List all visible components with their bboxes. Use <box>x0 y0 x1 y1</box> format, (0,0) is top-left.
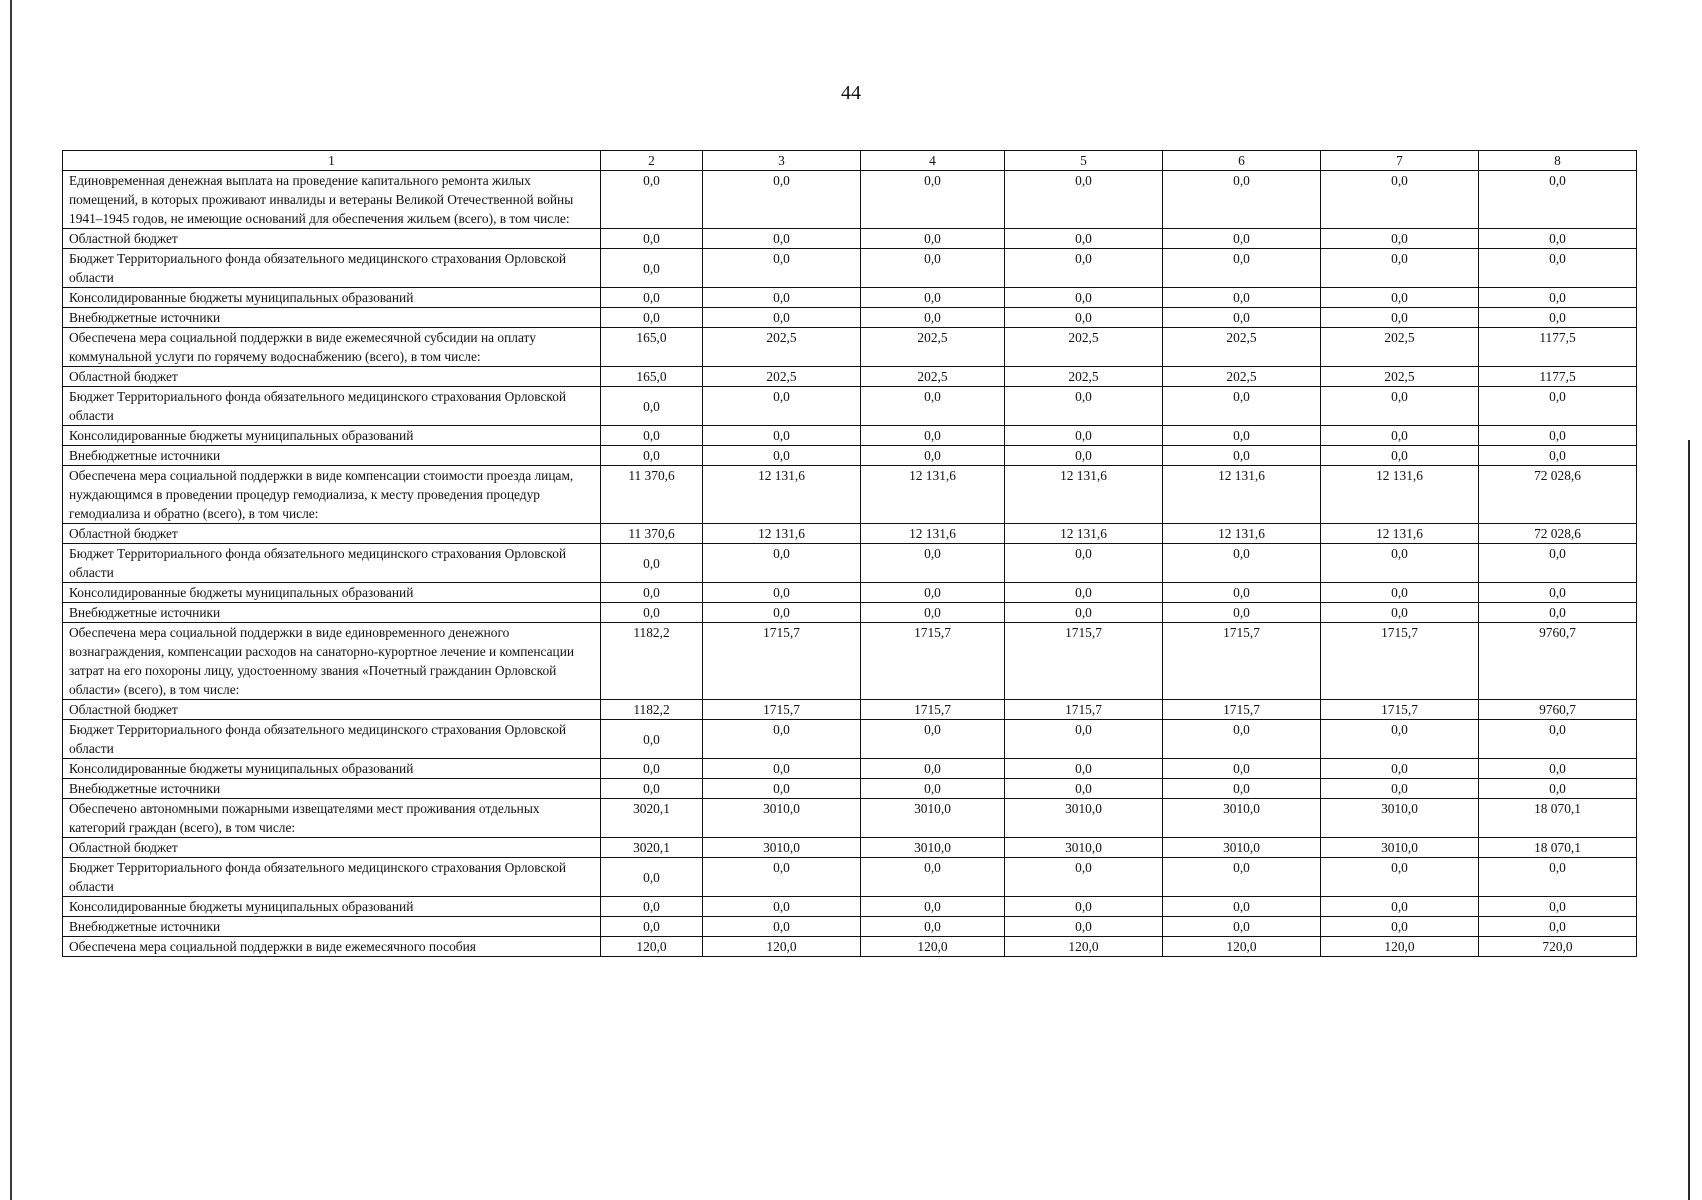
value-cell: 0,0 <box>1005 720 1163 759</box>
value-cell: 0,0 <box>1479 387 1637 426</box>
table-row <box>63 426 1637 446</box>
header-cell: 8 <box>1479 151 1637 171</box>
table-row <box>63 897 1637 917</box>
value-cell: 0,0 <box>1479 446 1637 466</box>
table-row <box>63 544 1637 583</box>
value-cell: 0,0 <box>601 446 703 466</box>
value-cell: 0,0 <box>861 229 1005 249</box>
value-cell: 0,0 <box>1163 917 1321 937</box>
value-cell: 12 131,6 <box>1321 524 1479 544</box>
page-number: 44 <box>841 82 861 104</box>
value-cell: 0,0 <box>1321 917 1479 937</box>
value-cell: 0,0 <box>601 229 703 249</box>
value-cell: 3010,0 <box>1321 838 1479 858</box>
value-cell: 3020,1 <box>601 838 703 858</box>
value-cell: 0,0 <box>1163 288 1321 308</box>
row-label: Бюджет Территориального фонда обязательного медицинского страхования Орловской области <box>63 858 601 897</box>
value-cell: 0,0 <box>861 171 1005 229</box>
value-cell: 0,0 <box>1321 759 1479 779</box>
value-cell: 0,0 <box>1321 603 1479 623</box>
table-row <box>63 700 1637 720</box>
scan-edge-right <box>1688 440 1690 1200</box>
value-cell: 0,0 <box>1005 544 1163 583</box>
table-row <box>63 229 1637 249</box>
value-cell: 0,0 <box>1321 171 1479 229</box>
value-cell: 1715,7 <box>1005 700 1163 720</box>
value-cell: 0,0 <box>1479 897 1637 917</box>
value-cell: 0,0 <box>703 779 861 799</box>
value-cell: 0,0 <box>601 759 703 779</box>
value-cell: 0,0 <box>1479 544 1637 583</box>
value-cell: 0,0 <box>1321 249 1479 288</box>
value-cell: 0,0 <box>703 759 861 779</box>
value-cell: 1715,7 <box>1321 623 1479 700</box>
value-cell: 0,0 <box>1005 446 1163 466</box>
value-cell: 0,0 <box>703 720 861 759</box>
table-row <box>63 720 1637 759</box>
table-row <box>63 171 1637 229</box>
value-cell: 1715,7 <box>1163 623 1321 700</box>
row-label: Внебюджетные источники <box>63 603 601 623</box>
value-cell: 0,0 <box>601 720 703 759</box>
value-cell: 0,0 <box>1321 229 1479 249</box>
value-cell: 3020,1 <box>601 799 703 838</box>
value-cell: 0,0 <box>1005 229 1163 249</box>
value-cell: 0,0 <box>1479 583 1637 603</box>
value-cell: 202,5 <box>1005 328 1163 367</box>
value-cell: 0,0 <box>1005 387 1163 426</box>
header-cell: 1 <box>63 151 601 171</box>
value-cell: 0,0 <box>601 544 703 583</box>
value-cell: 1177,5 <box>1479 367 1637 387</box>
value-cell: 12 131,6 <box>1321 466 1479 524</box>
value-cell: 0,0 <box>1163 603 1321 623</box>
value-cell: 0,0 <box>703 917 861 937</box>
row-label: Внебюджетные источники <box>63 779 601 799</box>
value-cell: 0,0 <box>1005 426 1163 446</box>
value-cell: 202,5 <box>1005 367 1163 387</box>
value-cell: 1715,7 <box>1005 623 1163 700</box>
value-cell: 3010,0 <box>1005 838 1163 858</box>
value-cell: 0,0 <box>1163 308 1321 328</box>
value-cell: 1715,7 <box>703 700 861 720</box>
value-cell: 3010,0 <box>861 799 1005 838</box>
value-cell: 1715,7 <box>861 623 1005 700</box>
value-cell: 0,0 <box>703 171 861 229</box>
row-label: Консолидированные бюджеты муниципальных образований <box>63 288 601 308</box>
value-cell: 0,0 <box>1321 583 1479 603</box>
value-cell: 1715,7 <box>1163 700 1321 720</box>
value-cell: 0,0 <box>1479 308 1637 328</box>
header-cell: 2 <box>601 151 703 171</box>
scan-edge-left <box>10 0 12 1200</box>
value-cell: 1715,7 <box>1321 700 1479 720</box>
table-row <box>63 623 1637 700</box>
value-cell: 0,0 <box>1321 288 1479 308</box>
table-row <box>63 524 1637 544</box>
value-cell: 202,5 <box>1163 328 1321 367</box>
value-cell: 0,0 <box>1163 426 1321 446</box>
value-cell: 0,0 <box>1479 171 1637 229</box>
value-cell: 0,0 <box>703 446 861 466</box>
row-label: Обеспечена мера социальной поддержки в виде ежемесячной субсидии на оплату коммунальной услуги по горячему водоснабжению (всего), в том числе: <box>63 328 601 367</box>
value-cell: 0,0 <box>703 897 861 917</box>
value-cell: 202,5 <box>1163 367 1321 387</box>
table-row <box>63 917 1637 937</box>
value-cell: 0,0 <box>861 917 1005 937</box>
value-cell: 1177,5 <box>1479 328 1637 367</box>
value-cell: 0,0 <box>1005 858 1163 897</box>
value-cell: 0,0 <box>1321 720 1479 759</box>
table-body <box>63 151 1637 957</box>
value-cell: 0,0 <box>601 897 703 917</box>
table-row <box>63 603 1637 623</box>
value-cell: 0,0 <box>703 249 861 288</box>
value-cell: 0,0 <box>601 171 703 229</box>
value-cell: 0,0 <box>703 387 861 426</box>
value-cell: 0,0 <box>1163 387 1321 426</box>
value-cell: 0,0 <box>1321 779 1479 799</box>
value-cell: 0,0 <box>601 387 703 426</box>
value-cell: 1182,2 <box>601 623 703 700</box>
header-cell: 6 <box>1163 151 1321 171</box>
value-cell: 0,0 <box>1005 249 1163 288</box>
value-cell: 1182,2 <box>601 700 703 720</box>
row-label: Обеспечена мера социальной поддержки в виде компенсации стоимости проезда лицам, нуждающимся в проведении процедур гемодиализа, к месту проведения процедур гемодиализа и обратно (всего), в том числе: <box>63 466 601 524</box>
row-label: Консолидированные бюджеты муниципальных образований <box>63 759 601 779</box>
row-label: Консолидированные бюджеты муниципальных образований <box>63 897 601 917</box>
value-cell: 0,0 <box>1005 759 1163 779</box>
value-cell: 0,0 <box>1321 446 1479 466</box>
table-row <box>63 446 1637 466</box>
value-cell: 12 131,6 <box>1005 466 1163 524</box>
value-cell: 165,0 <box>601 328 703 367</box>
value-cell: 0,0 <box>703 583 861 603</box>
value-cell: 0,0 <box>1163 249 1321 288</box>
value-cell: 0,0 <box>601 779 703 799</box>
value-cell: 0,0 <box>1005 308 1163 328</box>
value-cell: 0,0 <box>1479 426 1637 446</box>
value-cell: 12 131,6 <box>1005 524 1163 544</box>
value-cell: 9760,7 <box>1479 700 1637 720</box>
value-cell: 0,0 <box>1163 171 1321 229</box>
row-label: Бюджет Территориального фонда обязательного медицинского страхования Орловской области <box>63 720 601 759</box>
row-label: Бюджет Территориального фонда обязательного медицинского страхования Орловской области <box>63 387 601 426</box>
value-cell: 0,0 <box>1163 544 1321 583</box>
value-cell: 720,0 <box>1479 937 1637 957</box>
row-label: Областной бюджет <box>63 367 601 387</box>
value-cell: 0,0 <box>703 603 861 623</box>
value-cell: 0,0 <box>1479 249 1637 288</box>
value-cell: 0,0 <box>703 544 861 583</box>
value-cell: 202,5 <box>861 328 1005 367</box>
value-cell: 0,0 <box>601 858 703 897</box>
value-cell: 0,0 <box>861 288 1005 308</box>
table-row <box>63 249 1637 288</box>
value-cell: 0,0 <box>601 583 703 603</box>
value-cell: 0,0 <box>1005 897 1163 917</box>
value-cell: 202,5 <box>1321 328 1479 367</box>
value-cell: 202,5 <box>703 367 861 387</box>
table-row <box>63 308 1637 328</box>
value-cell: 3010,0 <box>1163 838 1321 858</box>
value-cell: 0,0 <box>601 249 703 288</box>
value-cell: 3010,0 <box>1321 799 1479 838</box>
value-cell: 12 131,6 <box>861 466 1005 524</box>
value-cell: 0,0 <box>601 917 703 937</box>
value-cell: 3010,0 <box>1163 799 1321 838</box>
value-cell: 0,0 <box>1479 288 1637 308</box>
value-cell: 202,5 <box>1321 367 1479 387</box>
row-label: Единовременная денежная выплата на проведение капитального ремонта жилых помещений, в которых проживают инвалиды и ветераны Великой Отечественной войны 1941–1945 годов, не имеющие оснований для обеспечения жильем (всего), в том числе: <box>63 171 601 229</box>
row-label: Бюджет Территориального фонда обязательного медицинского страхования Орловской области <box>63 249 601 288</box>
value-cell: 0,0 <box>1005 779 1163 799</box>
value-cell: 0,0 <box>1321 387 1479 426</box>
value-cell: 0,0 <box>1163 897 1321 917</box>
value-cell: 12 131,6 <box>703 524 861 544</box>
value-cell: 120,0 <box>1005 937 1163 957</box>
value-cell: 0,0 <box>861 858 1005 897</box>
value-cell: 12 131,6 <box>703 466 861 524</box>
row-label: Консолидированные бюджеты муниципальных образований <box>63 426 601 446</box>
value-cell: 0,0 <box>1163 858 1321 897</box>
value-cell: 0,0 <box>1479 779 1637 799</box>
value-cell: 3010,0 <box>703 799 861 838</box>
value-cell: 0,0 <box>1005 917 1163 937</box>
row-label: Областной бюджет <box>63 229 601 249</box>
header-cell: 4 <box>861 151 1005 171</box>
value-cell: 0,0 <box>703 288 861 308</box>
value-cell: 0,0 <box>601 426 703 446</box>
value-cell: 0,0 <box>601 288 703 308</box>
value-cell: 11 370,6 <box>601 524 703 544</box>
value-cell: 0,0 <box>1163 229 1321 249</box>
value-cell: 0,0 <box>861 720 1005 759</box>
value-cell: 0,0 <box>861 446 1005 466</box>
table-row <box>63 367 1637 387</box>
value-cell: 72 028,6 <box>1479 466 1637 524</box>
value-cell: 0,0 <box>1321 858 1479 897</box>
value-cell: 0,0 <box>703 426 861 446</box>
value-cell: 0,0 <box>1163 779 1321 799</box>
value-cell: 120,0 <box>1321 937 1479 957</box>
value-cell: 120,0 <box>1163 937 1321 957</box>
table-row <box>63 779 1637 799</box>
value-cell: 0,0 <box>861 603 1005 623</box>
row-label: Внебюджетные источники <box>63 308 601 328</box>
value-cell: 0,0 <box>1005 171 1163 229</box>
table-row <box>63 838 1637 858</box>
table-header-row <box>63 151 1637 171</box>
table-row <box>63 466 1637 524</box>
value-cell: 18 070,1 <box>1479 838 1637 858</box>
value-cell: 0,0 <box>1479 858 1637 897</box>
value-cell: 0,0 <box>861 779 1005 799</box>
value-cell: 0,0 <box>1321 426 1479 446</box>
value-cell: 0,0 <box>1479 720 1637 759</box>
value-cell: 0,0 <box>861 387 1005 426</box>
value-cell: 3010,0 <box>1005 799 1163 838</box>
value-cell: 202,5 <box>861 367 1005 387</box>
value-cell: 0,0 <box>1321 897 1479 917</box>
value-cell: 0,0 <box>1479 917 1637 937</box>
value-cell: 0,0 <box>703 308 861 328</box>
value-cell: 0,0 <box>1163 759 1321 779</box>
value-cell: 0,0 <box>1005 288 1163 308</box>
header-cell: 5 <box>1005 151 1163 171</box>
value-cell: 0,0 <box>861 583 1005 603</box>
value-cell: 0,0 <box>1321 308 1479 328</box>
value-cell: 0,0 <box>1479 603 1637 623</box>
table-row <box>63 799 1637 838</box>
value-cell: 12 131,6 <box>1163 466 1321 524</box>
value-cell: 12 131,6 <box>1163 524 1321 544</box>
value-cell: 0,0 <box>1163 720 1321 759</box>
row-label: Обеспечена мера социальной поддержки в виде единовременного денежного вознаграждения, компенсации расходов на санаторно-курортное лечение и компенсации затрат на его похороны лицу, удостоенному звания «Почетный гражданин Орловской области» (всего), в том числе: <box>63 623 601 700</box>
value-cell: 18 070,1 <box>1479 799 1637 838</box>
value-cell: 0,0 <box>1005 583 1163 603</box>
row-label: Обеспечено автономными пожарными извещателями мест проживания отдельных категорий граждан (всего), в том числе: <box>63 799 601 838</box>
value-cell: 0,0 <box>703 229 861 249</box>
value-cell: 0,0 <box>1479 229 1637 249</box>
value-cell: 0,0 <box>861 544 1005 583</box>
table-row <box>63 759 1637 779</box>
value-cell: 12 131,6 <box>861 524 1005 544</box>
row-label: Обеспечена мера социальной поддержки в виде ежемесячного пособия <box>63 937 601 957</box>
row-label: Внебюджетные источники <box>63 917 601 937</box>
value-cell: 0,0 <box>703 858 861 897</box>
value-cell: 0,0 <box>861 897 1005 917</box>
value-cell: 0,0 <box>601 603 703 623</box>
table-row <box>63 583 1637 603</box>
row-label: Областной бюджет <box>63 700 601 720</box>
row-label: Областной бюджет <box>63 524 601 544</box>
table-row <box>63 937 1637 957</box>
value-cell: 3010,0 <box>703 838 861 858</box>
row-label: Внебюджетные источники <box>63 446 601 466</box>
value-cell: 1715,7 <box>861 700 1005 720</box>
value-cell: 72 028,6 <box>1479 524 1637 544</box>
value-cell: 120,0 <box>601 937 703 957</box>
value-cell: 120,0 <box>703 937 861 957</box>
table-row <box>63 288 1637 308</box>
value-cell: 11 370,6 <box>601 466 703 524</box>
row-label: Консолидированные бюджеты муниципальных образований <box>63 583 601 603</box>
value-cell: 3010,0 <box>861 838 1005 858</box>
budget-table <box>62 150 1637 957</box>
value-cell: 0,0 <box>1321 544 1479 583</box>
value-cell: 0,0 <box>601 308 703 328</box>
value-cell: 1715,7 <box>703 623 861 700</box>
value-cell: 0,0 <box>1163 583 1321 603</box>
header-cell: 3 <box>703 151 861 171</box>
value-cell: 0,0 <box>1479 759 1637 779</box>
value-cell: 9760,7 <box>1479 623 1637 700</box>
table-row <box>63 328 1637 367</box>
table-row <box>63 387 1637 426</box>
row-label: Областной бюджет <box>63 838 601 858</box>
value-cell: 202,5 <box>703 328 861 367</box>
value-cell: 0,0 <box>861 249 1005 288</box>
row-label: Бюджет Территориального фонда обязательного медицинского страхования Орловской области <box>63 544 601 583</box>
value-cell: 165,0 <box>601 367 703 387</box>
header-cell: 7 <box>1321 151 1479 171</box>
value-cell: 0,0 <box>1163 446 1321 466</box>
value-cell: 0,0 <box>1005 603 1163 623</box>
value-cell: 120,0 <box>861 937 1005 957</box>
value-cell: 0,0 <box>861 308 1005 328</box>
value-cell: 0,0 <box>861 426 1005 446</box>
table-row <box>63 858 1637 897</box>
value-cell: 0,0 <box>861 759 1005 779</box>
